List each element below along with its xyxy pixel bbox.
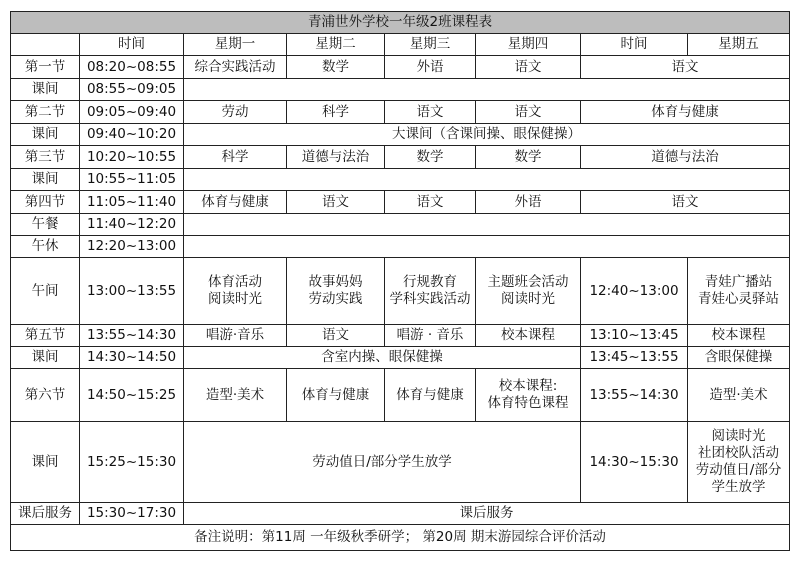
wednesday-cell: 语文 xyxy=(385,191,476,214)
period-time: 12:20~13:00 xyxy=(80,236,184,258)
period-label: 课间 xyxy=(11,79,80,101)
header-tuesday: 星期二 xyxy=(287,34,385,56)
thursday-cell xyxy=(476,369,581,422)
thursday-cell: 校本课程 xyxy=(476,325,581,347)
friday-time-cell: 12:40~13:00 xyxy=(581,258,688,325)
thursday-cell xyxy=(476,258,581,325)
wednesday-cell: 数学 xyxy=(385,146,476,169)
cell-line: 阅读时光 xyxy=(208,291,262,307)
timetable xyxy=(10,11,790,551)
period-time: 08:55~09:05 xyxy=(80,79,184,101)
table-row xyxy=(11,101,790,124)
period-time: 15:25~15:30 xyxy=(80,422,184,503)
period-label: 第一节 xyxy=(11,56,80,79)
period-label: 课后服务 xyxy=(11,503,80,525)
cell-line: 学生放学 xyxy=(711,479,766,495)
period-label: 午间 xyxy=(11,258,80,325)
header-friday: 星期五 xyxy=(688,34,790,56)
tuesday-cell: 语文 xyxy=(287,191,385,214)
period-label: 午餐 xyxy=(11,214,80,236)
header-time: 时间 xyxy=(80,34,184,56)
thursday-cell: 语文 xyxy=(476,56,581,79)
cell-line: 青娃心灵驿站 xyxy=(698,291,780,307)
period-time: 15:30~17:30 xyxy=(80,503,184,525)
table-row xyxy=(11,146,790,169)
table-row xyxy=(11,79,790,101)
cell-line: 主题班会活动 xyxy=(487,274,569,290)
monday-cell: 科学 xyxy=(184,146,287,169)
monday-cell: 唱游·音乐 xyxy=(184,325,287,347)
cell-line: 阅读时光 xyxy=(501,291,555,307)
period-time: 14:30~14:50 xyxy=(80,347,184,369)
table-row xyxy=(11,236,790,258)
wednesday-cell: 体育与健康 xyxy=(385,369,476,422)
friday-time-cell: 14:30~15:30 xyxy=(581,422,688,503)
friday-cell: 语文 xyxy=(581,191,790,214)
thursday-cell: 外语 xyxy=(476,191,581,214)
friday-time-cell: 13:10~13:45 xyxy=(581,325,688,347)
period-label: 午休 xyxy=(11,236,80,258)
friday-cell xyxy=(688,422,790,503)
cell-line: 体育活动 xyxy=(208,274,262,290)
header-row xyxy=(11,34,790,56)
friday-time-cell: 13:55~14:30 xyxy=(581,369,688,422)
cell-line: 劳动值日/部分 xyxy=(695,462,782,478)
friday-time-cell: 13:45~13:55 xyxy=(581,347,688,369)
table-row xyxy=(11,347,790,369)
cell-line: 劳动实践 xyxy=(308,291,363,307)
break-cell xyxy=(184,214,790,236)
page-title: 青浦世外学校一年级2班课程表 xyxy=(11,12,790,34)
tuesday-cell: 科学 xyxy=(287,101,385,124)
cell-line: 行规教育 xyxy=(403,274,457,290)
cell-line: 学科实践活动 xyxy=(389,291,471,307)
thursday-cell: 数学 xyxy=(476,146,581,169)
header-corner xyxy=(11,34,80,56)
period-label: 课间 xyxy=(11,169,80,191)
period-time: 13:55~14:30 xyxy=(80,325,184,347)
monday-cell: 综合实践活动 xyxy=(184,56,287,79)
period-label: 第五节 xyxy=(11,325,80,347)
wednesday-cell: 语文 xyxy=(385,101,476,124)
header-time-2: 时间 xyxy=(581,34,688,56)
tuesday-cell: 道德与法治 xyxy=(287,146,385,169)
header-wednesday: 星期三 xyxy=(385,34,476,56)
friday-cell: 含眼保健操 xyxy=(688,347,790,369)
table-row xyxy=(11,369,790,422)
friday-cell xyxy=(688,258,790,325)
friday-cell: 道德与法治 xyxy=(581,146,790,169)
monday-cell xyxy=(184,258,287,325)
tuesday-cell xyxy=(287,258,385,325)
period-time: 09:05~09:40 xyxy=(80,101,184,124)
period-label: 第三节 xyxy=(11,146,80,169)
period-time: 08:20~08:55 xyxy=(80,56,184,79)
table-row xyxy=(11,191,790,214)
period-time: 10:20~10:55 xyxy=(80,146,184,169)
wednesday-cell: 唱游 · 音乐 xyxy=(385,325,476,347)
period-time: 11:05~11:40 xyxy=(80,191,184,214)
cell-line: 青娃广播站 xyxy=(704,274,773,290)
monday-cell: 造型·美术 xyxy=(184,369,287,422)
period-label: 第四节 xyxy=(11,191,80,214)
span-cell: 含室内操、眼保健操 xyxy=(184,347,581,369)
break-cell xyxy=(184,169,790,191)
table-row xyxy=(11,214,790,236)
period-label: 课间 xyxy=(11,347,80,369)
wednesday-cell xyxy=(385,258,476,325)
timetable-container xyxy=(10,11,790,551)
break-cell xyxy=(184,79,790,101)
period-time: 10:55~11:05 xyxy=(80,169,184,191)
span-cell: 大课间（含课间操、眼保健操） xyxy=(184,124,790,146)
span-cell: 课后服务 xyxy=(184,503,790,525)
table-row xyxy=(11,503,790,525)
period-time: 13:00~13:55 xyxy=(80,258,184,325)
table-row xyxy=(11,258,790,325)
table-row xyxy=(11,422,790,503)
monday-cell: 体育与健康 xyxy=(184,191,287,214)
friday-cell: 造型·美术 xyxy=(688,369,790,422)
table-row xyxy=(11,56,790,79)
span-cell: 劳动值日/部分学生放学 xyxy=(184,422,581,503)
wednesday-cell: 外语 xyxy=(385,56,476,79)
period-label: 第六节 xyxy=(11,369,80,422)
tuesday-cell: 数学 xyxy=(287,56,385,79)
period-label: 课间 xyxy=(11,124,80,146)
cell-line: 故事妈妈 xyxy=(308,274,363,290)
cell-line: 社团校队活动 xyxy=(698,445,780,461)
tuesday-cell: 语文 xyxy=(287,325,385,347)
cell-line: 阅读时光 xyxy=(711,428,766,444)
table-row xyxy=(11,325,790,347)
friday-cell: 语文 xyxy=(581,56,790,79)
footnote: 备注说明：第11周 一年级秋季研学； 第20周 期末游园综合评价活动 xyxy=(11,525,790,551)
header-monday: 星期一 xyxy=(184,34,287,56)
cell-line: 校本课程: xyxy=(498,378,558,394)
friday-cell: 校本课程 xyxy=(688,325,790,347)
cell-line: 体育特色课程 xyxy=(487,395,569,411)
period-label: 课间 xyxy=(11,422,80,503)
tuesday-cell: 体育与健康 xyxy=(287,369,385,422)
table-row xyxy=(11,124,790,146)
friday-cell: 体育与健康 xyxy=(581,101,790,124)
period-time: 09:40~10:20 xyxy=(80,124,184,146)
header-thursday: 星期四 xyxy=(476,34,581,56)
table-row xyxy=(11,169,790,191)
thursday-cell: 语文 xyxy=(476,101,581,124)
monday-cell: 劳动 xyxy=(184,101,287,124)
break-cell xyxy=(184,236,790,258)
period-time: 14:50~15:25 xyxy=(80,369,184,422)
period-label: 第二节 xyxy=(11,101,80,124)
period-time: 11:40~12:20 xyxy=(80,214,184,236)
